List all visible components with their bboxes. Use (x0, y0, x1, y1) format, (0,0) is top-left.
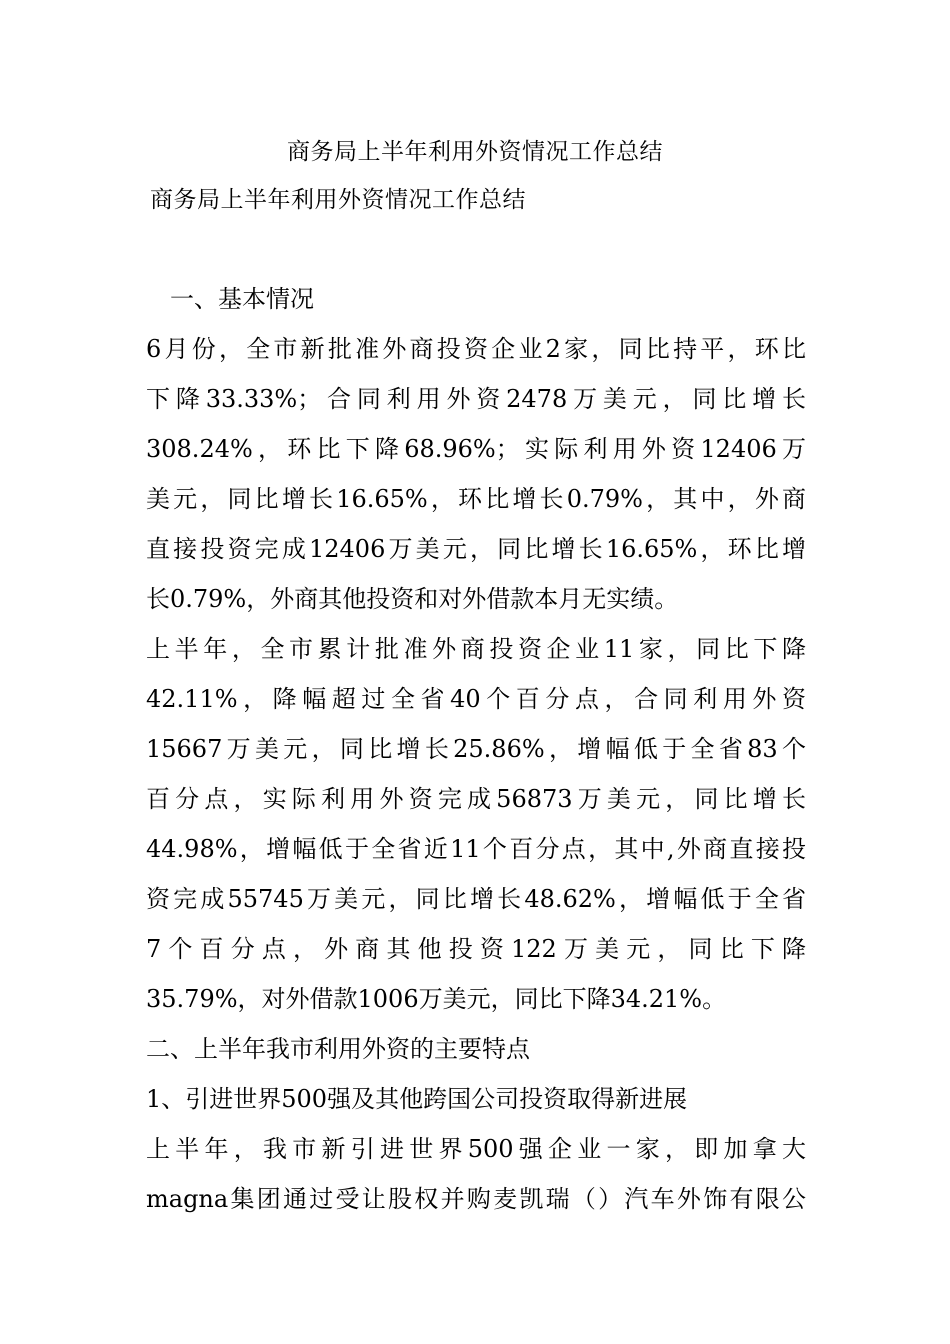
paragraph-line: 35.79%，对外借款1006万美元，同比下降34.21%。 (146, 985, 727, 1013)
section-heading: 1、引进世界500强及其他跨国公司投资取得新进展 (146, 1085, 688, 1113)
paragraph-line: 44.98%，增幅低于全省近11个百分点，其中,外商直接投 (146, 835, 806, 863)
section-heading: 一、基本情况 (146, 285, 314, 313)
document-title: 商务局上半年利用外资情况工作总结 (287, 139, 663, 165)
document-body (146, 282, 806, 1232)
paragraph-line: 6月份，全市新批准外商投资企业2家，同比持平，环比 (146, 335, 806, 363)
paragraph-line: 直接投资完成12406万美元，同比增长16.65%，环比增 (146, 535, 806, 563)
paragraph-line: 15667万美元，同比增长25.86%，增幅低于全省83个 (146, 735, 806, 763)
paragraph-line: 资完成55745万美元，同比增长48.62%，增幅低于全省 (146, 885, 806, 913)
paragraph-line: magna集团通过受让股权并购麦凯瑞（）汽车外饰有限公 (146, 1185, 806, 1213)
paragraph-line: 7个百分点，外商其他投资122万美元，同比下降 (146, 935, 806, 963)
paragraph-line: 上半年，全市累计批准外商投资企业11家，同比下降 (146, 635, 806, 663)
paragraph-line: 308.24%，环比下降68.96%；实际利用外资12406万 (146, 435, 806, 463)
document-subtitle: 商务局上半年利用外资情况工作总结 (150, 187, 526, 213)
paragraph-line: 美元，同比增长16.65%，环比增长0.79%，其中，外商 (146, 485, 806, 513)
paragraph-line: 42.11%，降幅超过全省40个百分点，合同利用外资 (146, 685, 806, 713)
paragraph-line: 长0.79%，外商其他投资和对外借款本月无实绩。 (146, 585, 679, 613)
paragraph-line: 上半年，我市新引进世界500强企业一家，即加拿大 (146, 1135, 806, 1163)
paragraph-line: 下降33.33%；合同利用外资2478万美元，同比增长 (146, 385, 806, 413)
paragraph-line: 百分点，实际利用外资完成56873万美元，同比增长 (146, 785, 806, 813)
section-heading: 二、上半年我市利用外资的主要特点 (146, 1035, 530, 1063)
